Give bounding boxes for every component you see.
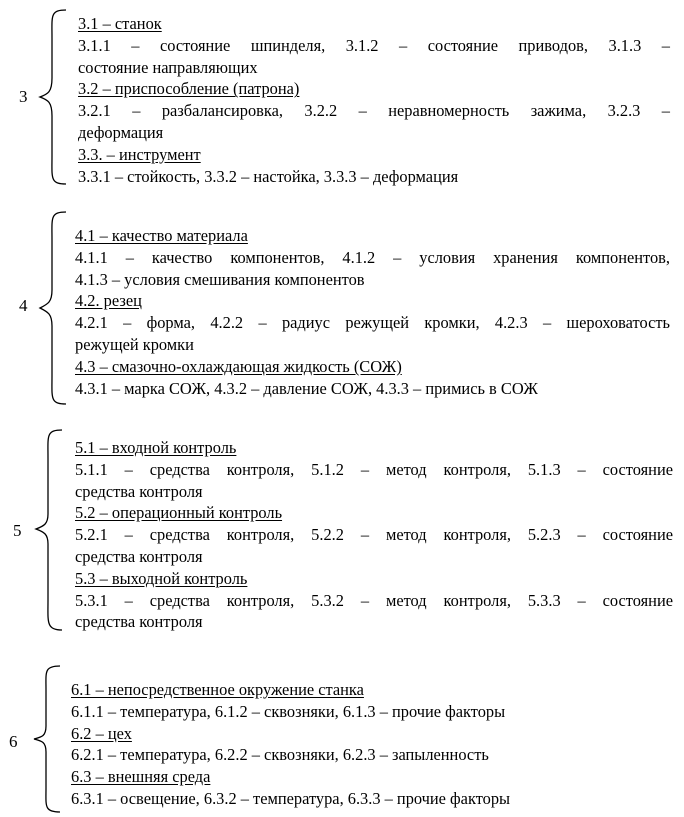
group-number: 6 [9,732,18,751]
text-line: состояние направляющих [78,57,258,77]
group-number: 3 [19,87,28,106]
text-line: 5.1.1 – средства контроля, 5.1.2 – метод контроля, 5.1.3 – состояние [75,459,673,479]
group-text [78,13,670,187]
text-line: 3.1.1 – состояние шпинделя, 3.1.2 – состояние приводов, 3.1.3 – [78,35,670,55]
text-line: средства контроля [75,481,203,501]
group-number: 4 [19,296,28,315]
text-line: средства контроля [75,546,203,566]
section-heading: 4.2. резец [75,291,142,311]
text-line: 4.3.1 – марка СОЖ, 4.3.2 – давление СОЖ, 4.3.3 – примись в СОЖ [75,378,538,398]
text-line: режущей кромки [75,334,194,354]
text-line: 6.1.1 – температура, 6.1.2 – сквозняки, 6.1.3 – прочие факторы [71,701,506,721]
text-line: 4.2.1 – форма, 4.2.2 – радиус режущей кромки, 4.2.3 – шероховатость [75,313,670,333]
section-heading: 3.3. – инструмент [78,144,201,164]
text-line: 5.2.1 – средства контроля, 5.2.2 – метод контроля, 5.2.3 – состояние [75,525,673,545]
group-number: 5 [13,521,22,540]
section-heading: 5.1 – входной контроль [75,438,237,457]
section-heading: 6.2 – цех [71,723,132,743]
text-line: 4.1.1 – качество компонентов, 4.1.2 – условия хранения компонентов, [75,247,670,267]
group-text [75,437,673,633]
group-text [75,225,670,399]
left-brace-icon [36,8,70,186]
text-line: 3.2.1 – разбалансировка, 3.2.2 – неравномерность зажима, 3.2.3 – [78,101,670,121]
section-heading: 3.1 – станок [78,14,162,33]
group-text [71,679,631,810]
section-heading: 5.3 – выходной контроль [75,568,248,588]
section-heading: 5.2 – операционный контроль [75,503,283,523]
section-heading: 6.1 – непосредственное окружение станка [71,680,364,699]
text-line: 5.3.1 – средства контроля, 5.3.2 – метод контроля, 5.3.3 – состояние [75,590,673,610]
text-line: 6.2.1 – температура, 6.2.2 – сквозняки, 6.2.3 – запыленность [71,745,489,765]
text-line: 3.3.1 – стойкость, 3.3.2 – настойка, 3.3.3 – деформация [78,166,459,186]
text-line: деформация [78,122,164,142]
text-line: 6.3.1 – освещение, 6.3.2 – температура, 6.3.3 – прочие факторы [71,788,511,808]
section-heading: 4.3 – смазочно-охлаждающая жидкость (СОЖ) [75,356,402,376]
text-line: 4.1.3 – условия смешивания компонентов [75,269,365,289]
section-heading: 4.1 – качество материала [75,226,248,245]
left-brace-icon [30,664,64,814]
left-brace-icon [36,210,70,406]
text-line: средства контроля [75,612,203,632]
section-heading: 6.3 – внешняя среда [71,767,211,787]
left-brace-icon [32,428,66,632]
section-heading: 3.2 – приспособление (патрона) [78,79,300,99]
